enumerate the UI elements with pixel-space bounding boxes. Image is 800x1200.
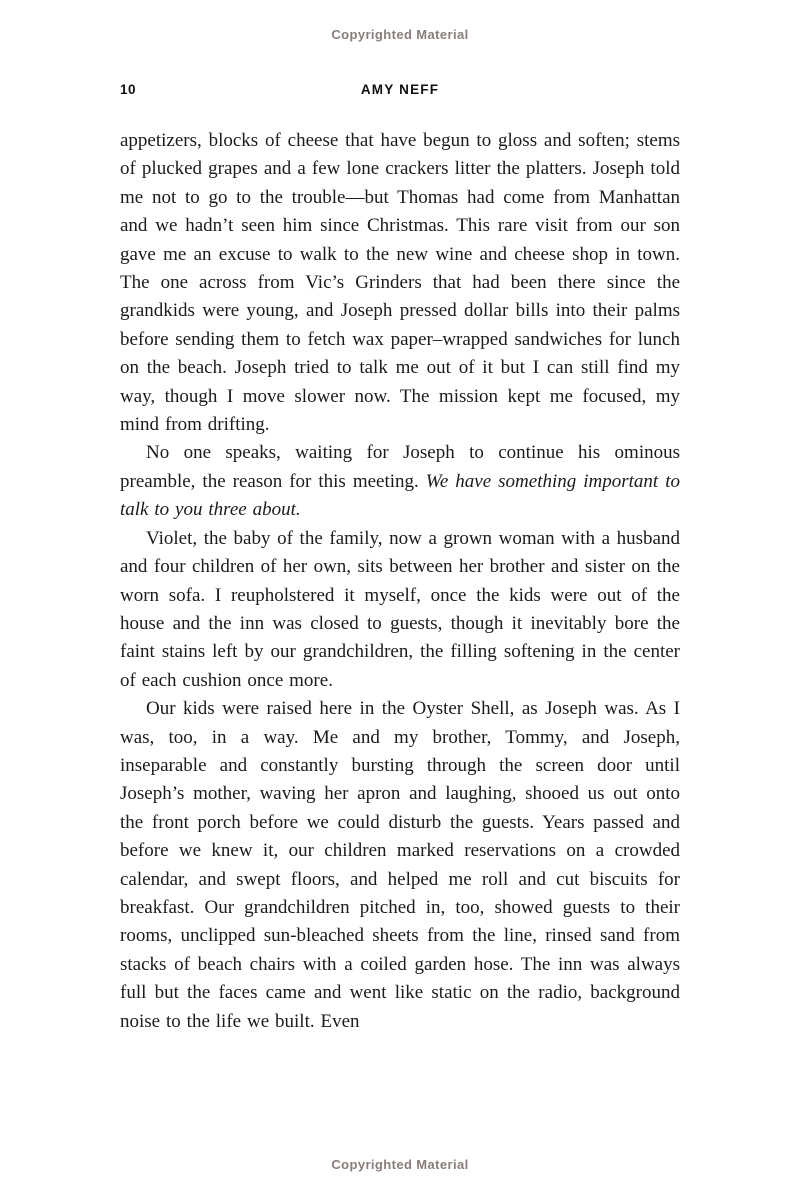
paragraph-text-italic: We have something important to talk to you three about. (120, 470, 680, 521)
copyright-notice-top: Copyrighted Material (331, 27, 469, 42)
paragraph-text: appetizers, blocks of cheese that have begun to gloss and soften; stems of plucked grapes and a few lone crackers litter the platters. Joseph told me not to go to the trouble—but Thomas had come from Manhattan and we hadn’t seen him since Christmas. This rare visit from our son gave me an excuse to walk to the new wine and cheese shop in town. The one across from Vic’s Grinders that had been there since the grandkids were young, and Joseph pressed dollar bills into their palms before sending them to fetch wax paper–wrapped sandwiches for lunch on the beach. Joseph tried to talk me out of it but I can still find my way, though I move slower now. The mission kept me focused, my mind from drifting. (120, 130, 680, 436)
running-head (120, 82, 680, 100)
copyright-notice-bottom: Copyrighted Material (331, 1157, 469, 1172)
paragraph-text: Violet, the baby of the family, now a grown woman with a husband and four children of her own, sits between her brother and sister on the worn sofa. I reupholstered it myself, once the kids were out of the house and the inn was closed to guests, though it inevitably bore the faint stains left by our grandchildren, the filling softening in the center of each cushion once more. (120, 527, 680, 691)
paragraph (120, 525, 680, 695)
running-head-author: AMY NEFF (360, 82, 440, 97)
page-number: 10 (120, 82, 137, 97)
paragraph (120, 127, 680, 439)
page-body-text (120, 127, 680, 1036)
paragraph (120, 439, 680, 524)
paragraph-text: No one speaks, waiting for Joseph to continue his ominous preamble, the reason for this meeting. (120, 442, 680, 492)
paragraph-text: Our kids were raised here in the Oyster Shell, as Joseph was. As I was, too, in a way. Me and my brother, Tommy, and Joseph, inseparable and constantly bursting through the screen door until Joseph’s mother, waving her apron and laughing, shooed us out onto the front porch before we could disturb the guests. Years passed and before we knew it, our children marked reservations on a crowded calendar, and swept floors, and helped me roll and cut biscuits for breakfast. Our grandchildren pitched in, too, showed guests to their rooms, unclipped sun-bleached sheets from the line, rinsed sand from stacks of beach chairs with a coiled garden hose. The inn was always full but the faces came and went like static on the radio, background noise to the life we built. Even (120, 698, 680, 1032)
paragraph (120, 695, 680, 1036)
